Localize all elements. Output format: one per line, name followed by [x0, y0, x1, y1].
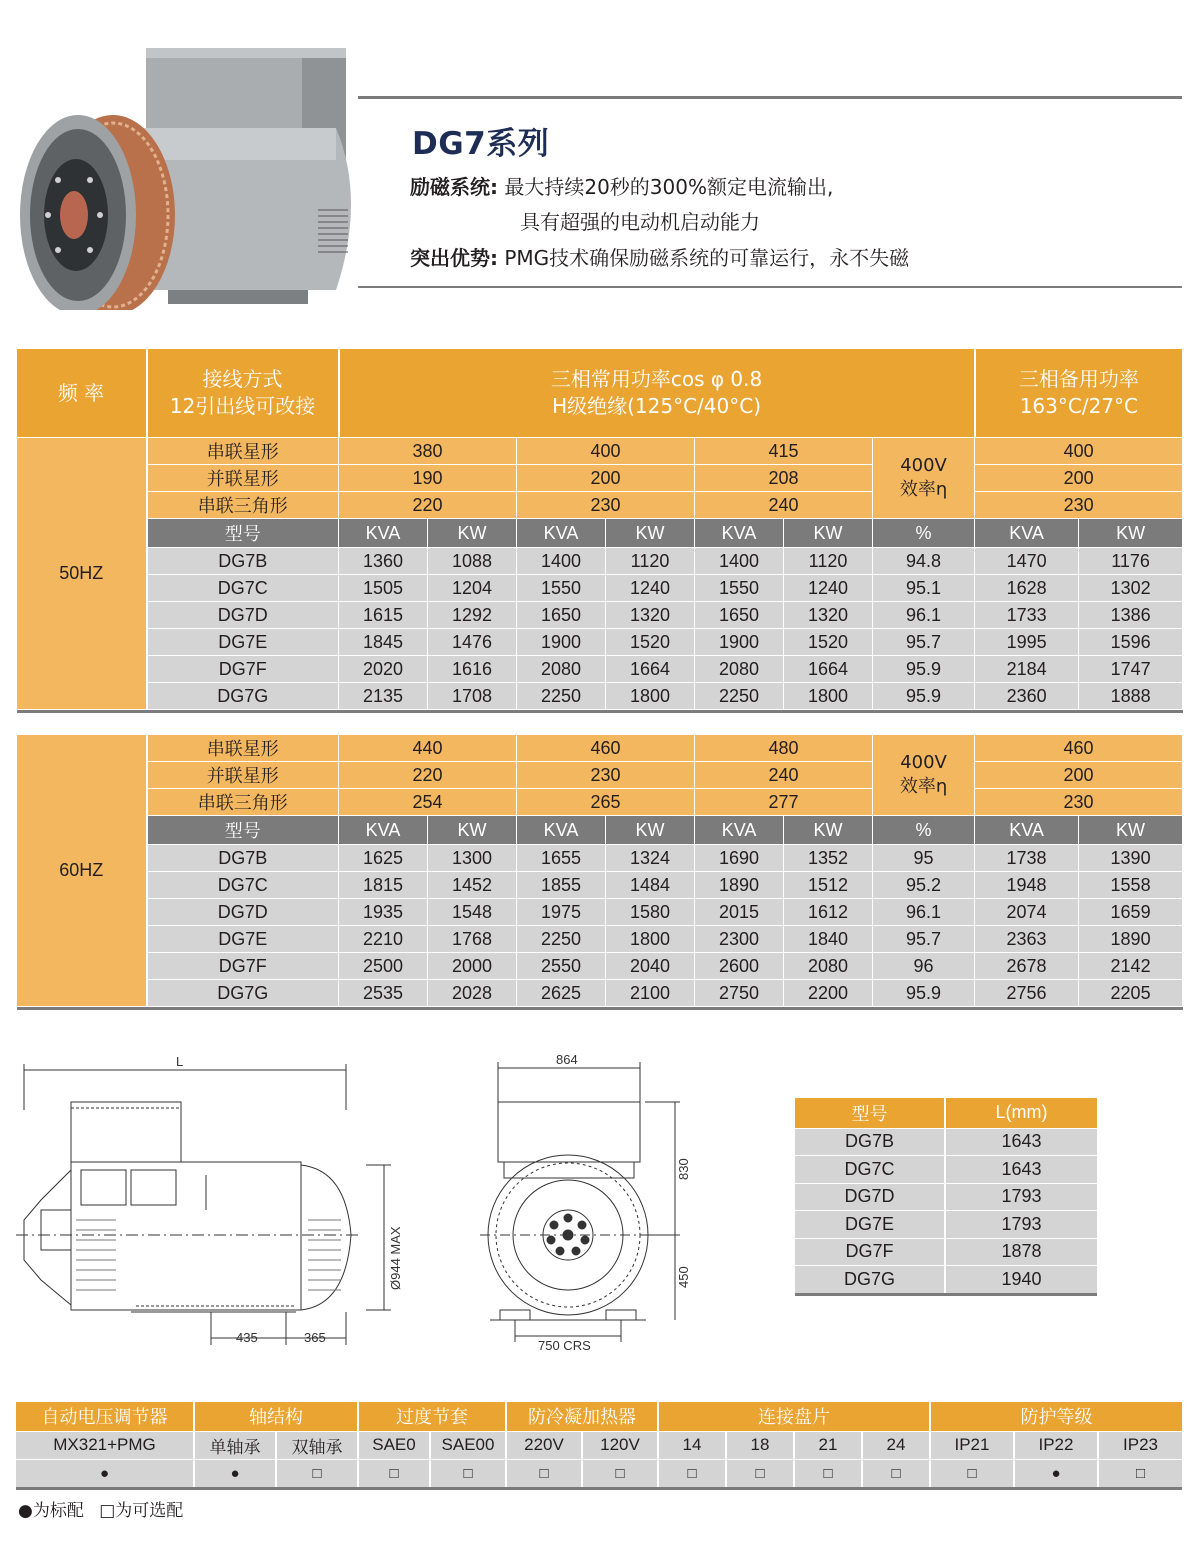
- sub-header-cell: KW: [428, 816, 517, 845]
- voltage-value: 380: [339, 438, 517, 465]
- sub-header-cell: KVA: [975, 519, 1079, 548]
- value-cell: 95.2: [873, 872, 975, 899]
- value-cell: 1352: [784, 845, 873, 872]
- value-cell: 2184: [975, 656, 1079, 683]
- value-cell: 1360: [339, 548, 428, 575]
- group-coupling: 连接盘片: [658, 1402, 930, 1431]
- standby-voltage: 400: [975, 438, 1183, 465]
- value-cell: 1995: [975, 629, 1079, 656]
- voltage-row: [17, 492, 1183, 519]
- value-cell: 1240: [606, 575, 695, 602]
- dim-435: 435: [236, 1330, 258, 1345]
- value-cell: 1845: [339, 629, 428, 656]
- value-cell: 2756: [975, 980, 1079, 1007]
- voltage-value: 200: [517, 465, 695, 492]
- option-mark: □: [582, 1459, 658, 1487]
- voltage-value: 208: [695, 465, 873, 492]
- excitation-text-2: 具有超强的电动机启动能力: [520, 210, 760, 234]
- model-cell: DG7B: [795, 1128, 945, 1156]
- value-cell: 1120: [784, 548, 873, 575]
- voltage-value: 240: [695, 762, 873, 789]
- value-cell: 1616: [428, 656, 517, 683]
- table-foot-rule: [17, 1007, 1183, 1010]
- value-cell: 1800: [606, 926, 695, 953]
- sub-header-cell: KVA: [695, 519, 784, 548]
- table-row: [17, 575, 1183, 602]
- value-cell: 1386: [1079, 602, 1183, 629]
- sub-header-cell: KVA: [517, 816, 606, 845]
- value-cell: 1935: [339, 899, 428, 926]
- model-cell: DG7F: [795, 1238, 945, 1266]
- standby-voltage: 200: [975, 465, 1183, 492]
- value-cell: 95.9: [873, 683, 975, 710]
- front-view-drawing: [480, 1050, 700, 1360]
- value-cell: 1747: [1079, 656, 1183, 683]
- voltage-value: 440: [339, 735, 517, 762]
- value-cell: 2020: [339, 656, 428, 683]
- value-cell: 2135: [339, 683, 428, 710]
- freq-cell: 60HZ: [17, 735, 147, 1007]
- value-cell: 1664: [784, 656, 873, 683]
- value-cell: 1948: [975, 872, 1079, 899]
- dim-864: 864: [556, 1052, 578, 1067]
- value-cell: 2625: [517, 980, 606, 1007]
- dim-450: 450: [676, 1266, 691, 1288]
- model-cell: DG7C: [147, 575, 339, 602]
- sub-header-cell: KVA: [339, 519, 428, 548]
- value-cell: 1550: [695, 575, 784, 602]
- voltage-value: 230: [517, 762, 695, 789]
- sub-header-cell: KW: [1079, 519, 1183, 548]
- value-cell: 1292: [428, 602, 517, 629]
- table-row: [17, 548, 1183, 575]
- value-cell: 1320: [784, 602, 873, 629]
- sub-header-cell: KW: [428, 519, 517, 548]
- value-cell: 1655: [517, 845, 606, 872]
- value-cell: 96.1: [873, 602, 975, 629]
- sub-header-cell: KW: [1079, 816, 1183, 845]
- legend-optional: □为可选配: [99, 1501, 184, 1521]
- value-cell: 96: [873, 953, 975, 980]
- voltage-row: [17, 762, 1183, 789]
- value-cell: 2080: [695, 656, 784, 683]
- advantage-text: PMG技术确保励磁系统的可靠运行，永不失磁: [504, 246, 910, 270]
- excitation-label: 励磁系统:: [410, 175, 498, 199]
- length-cell: 1793: [945, 1183, 1097, 1211]
- value-cell: 1890: [1079, 926, 1183, 953]
- model-cell: DG7C: [795, 1156, 945, 1184]
- value-cell: 1596: [1079, 629, 1183, 656]
- dim-dia: Ø944 MAX: [388, 1226, 403, 1290]
- value-cell: 2074: [975, 899, 1079, 926]
- option-mark: □: [358, 1459, 430, 1487]
- wiring-header: 接线方式 12引出线可改接: [147, 349, 339, 438]
- voltage-name: 并联星形: [147, 465, 339, 492]
- header-rule-bottom: [358, 286, 1182, 288]
- alternator-image: [18, 40, 368, 310]
- table-row: [795, 1211, 1097, 1239]
- length-table: [795, 1098, 1097, 1296]
- series-title: DG7系列: [412, 126, 550, 162]
- value-cell: 96.1: [873, 899, 975, 926]
- option-item: MX321+PMG: [16, 1431, 194, 1459]
- value-cell: 1470: [975, 548, 1079, 575]
- option-item: 14: [658, 1431, 726, 1459]
- model-cell: DG7F: [147, 656, 339, 683]
- voltage-name: 并联星形: [147, 762, 339, 789]
- voltage-value: 220: [339, 492, 517, 519]
- value-cell: 1520: [606, 629, 695, 656]
- standby-voltage: 230: [975, 492, 1183, 519]
- group-shaft: 轴结构: [194, 1402, 358, 1431]
- value-cell: 2100: [606, 980, 695, 1007]
- option-item: 18: [726, 1431, 794, 1459]
- voltage-value: 240: [695, 492, 873, 519]
- value-cell: 1204: [428, 575, 517, 602]
- voltage-value: 254: [339, 789, 517, 816]
- dim-830: 830: [676, 1158, 691, 1180]
- value-cell: 1558: [1079, 872, 1183, 899]
- table-row: [17, 953, 1183, 980]
- value-cell: 1302: [1079, 575, 1183, 602]
- table-foot-rule: [17, 710, 1183, 713]
- value-cell: 1625: [339, 845, 428, 872]
- table-foot-rule: [795, 1293, 1097, 1296]
- value-cell: 2250: [695, 683, 784, 710]
- option-item: SAE0: [358, 1431, 430, 1459]
- options-mark-row: [16, 1459, 1182, 1487]
- table-row: [17, 980, 1183, 1007]
- model-cell: DG7G: [147, 683, 339, 710]
- option-mark: □: [726, 1459, 794, 1487]
- model-cell: DG7B: [147, 845, 339, 872]
- option-mark: □: [1098, 1459, 1182, 1487]
- model-cell: DG7E: [795, 1211, 945, 1239]
- model-cell: DG7D: [795, 1183, 945, 1211]
- value-cell: 1708: [428, 683, 517, 710]
- group-heater: 防冷凝加热器: [506, 1402, 658, 1431]
- value-cell: 1505: [339, 575, 428, 602]
- advantage-line: [410, 241, 909, 275]
- group-adapter: 过度节套: [358, 1402, 506, 1431]
- length-cell: 1643: [945, 1128, 1097, 1156]
- value-cell: 2000: [428, 953, 517, 980]
- value-cell: 1800: [784, 683, 873, 710]
- voltage-value: 415: [695, 438, 873, 465]
- option-mark: □: [930, 1459, 1014, 1487]
- value-cell: 2200: [784, 980, 873, 1007]
- sub-header-cell: KW: [606, 816, 695, 845]
- voltage-name: 串联星形: [147, 438, 339, 465]
- sub-header-cell: 型号: [147, 816, 339, 845]
- model-cell: DG7F: [147, 953, 339, 980]
- value-cell: 1768: [428, 926, 517, 953]
- value-cell: 1320: [606, 602, 695, 629]
- sub-header-cell: %: [873, 816, 975, 845]
- voltage-value: 230: [517, 492, 695, 519]
- standby-voltage: 200: [975, 762, 1183, 789]
- option-item: 24: [862, 1431, 930, 1459]
- option-mark: □: [506, 1459, 582, 1487]
- value-cell: 1476: [428, 629, 517, 656]
- sub-header-cell: %: [873, 519, 975, 548]
- efficiency-label: 400V 效率η: [873, 735, 975, 816]
- voltage-row: [17, 438, 1183, 465]
- efficiency-label: 400V 效率η: [873, 438, 975, 519]
- voltage-value: 190: [339, 465, 517, 492]
- value-cell: 2205: [1079, 980, 1183, 1007]
- length-cell: 1940: [945, 1266, 1097, 1294]
- option-mark: ●: [194, 1459, 276, 1487]
- voltage-value: 480: [695, 735, 873, 762]
- model-cell: DG7G: [795, 1266, 945, 1294]
- options-item-row: [16, 1431, 1182, 1459]
- dim-L: L: [176, 1054, 184, 1069]
- value-cell: 2363: [975, 926, 1079, 953]
- value-cell: 1615: [339, 602, 428, 629]
- value-cell: 1390: [1079, 845, 1183, 872]
- table-foot-rule: [16, 1487, 1182, 1490]
- sub-header-cell: KVA: [517, 519, 606, 548]
- prime-power-header: 三相常用功率cos φ 0.8 H级绝缘(125°C/40°C): [339, 349, 975, 438]
- option-mark: ●: [1014, 1459, 1098, 1487]
- standby-voltage: 230: [975, 789, 1183, 816]
- length-header-l: L(mm): [945, 1098, 1097, 1128]
- value-cell: 2550: [517, 953, 606, 980]
- option-item: 21: [794, 1431, 862, 1459]
- value-cell: 2080: [517, 656, 606, 683]
- sub-header-cell: KW: [784, 816, 873, 845]
- legend-standard: ●为标配: [18, 1501, 84, 1521]
- voltage-name: 串联星形: [147, 735, 339, 762]
- value-cell: 1840: [784, 926, 873, 953]
- value-cell: 95.9: [873, 980, 975, 1007]
- value-cell: 1738: [975, 845, 1079, 872]
- voltage-value: 220: [339, 762, 517, 789]
- option-mark: ●: [16, 1459, 194, 1487]
- option-mark: □: [794, 1459, 862, 1487]
- value-cell: 1855: [517, 872, 606, 899]
- value-cell: 1300: [428, 845, 517, 872]
- value-cell: 2300: [695, 926, 784, 953]
- value-cell: 95.1: [873, 575, 975, 602]
- table-row: [17, 656, 1183, 683]
- spec-header-row: [17, 349, 1183, 438]
- value-cell: 2040: [606, 953, 695, 980]
- value-cell: 2250: [517, 926, 606, 953]
- voltage-name: 串联三角形: [147, 492, 339, 519]
- value-cell: 1520: [784, 629, 873, 656]
- freq-cell: 50HZ: [17, 438, 147, 710]
- value-cell: 1888: [1079, 683, 1183, 710]
- value-cell: 2080: [784, 953, 873, 980]
- sub-header-cell: KVA: [339, 816, 428, 845]
- value-cell: 1975: [517, 899, 606, 926]
- value-cell: 1628: [975, 575, 1079, 602]
- value-cell: 95.7: [873, 629, 975, 656]
- value-cell: 2015: [695, 899, 784, 926]
- table-row: [17, 899, 1183, 926]
- value-cell: 1452: [428, 872, 517, 899]
- value-cell: 1659: [1079, 899, 1183, 926]
- value-cell: 1815: [339, 872, 428, 899]
- option-item: 单轴承: [194, 1431, 276, 1459]
- advantage-label: 突出优势:: [410, 246, 498, 270]
- header-rule-top: [358, 96, 1182, 99]
- excitation-text-1: 最大持续20秒的300%额定电流输出,: [504, 175, 834, 199]
- option-item: IP21: [930, 1431, 1014, 1459]
- value-cell: 94.8: [873, 548, 975, 575]
- value-cell: 2600: [695, 953, 784, 980]
- voltage-value: 460: [517, 735, 695, 762]
- voltage-row: [17, 735, 1183, 762]
- voltage-row: [17, 789, 1183, 816]
- voltage-name: 串联三角形: [147, 789, 339, 816]
- value-cell: 2360: [975, 683, 1079, 710]
- value-cell: 2678: [975, 953, 1079, 980]
- value-cell: 1324: [606, 845, 695, 872]
- sub-header-cell: 型号: [147, 519, 339, 548]
- side-view-drawing: [16, 1050, 436, 1350]
- voltage-value: 265: [517, 789, 695, 816]
- value-cell: 1400: [695, 548, 784, 575]
- sub-header-cell: KW: [784, 519, 873, 548]
- option-item: 220V: [506, 1431, 582, 1459]
- value-cell: 2142: [1079, 953, 1183, 980]
- model-cell: DG7D: [147, 602, 339, 629]
- option-item: 120V: [582, 1431, 658, 1459]
- standby-voltage: 460: [975, 735, 1183, 762]
- table-row: [795, 1156, 1097, 1184]
- option-mark: □: [430, 1459, 506, 1487]
- freq-header: 频 率: [17, 349, 147, 438]
- sub-header-cell: KVA: [695, 816, 784, 845]
- value-cell: 1176: [1079, 548, 1183, 575]
- table-row: [795, 1266, 1097, 1294]
- value-cell: 95.7: [873, 926, 975, 953]
- value-cell: 1088: [428, 548, 517, 575]
- value-cell: 1612: [784, 899, 873, 926]
- option-item: SAE00: [430, 1431, 506, 1459]
- table-row: [795, 1238, 1097, 1266]
- value-cell: 1120: [606, 548, 695, 575]
- length-cell: 1793: [945, 1211, 1097, 1239]
- value-cell: 1800: [606, 683, 695, 710]
- voltage-row: [17, 465, 1183, 492]
- value-cell: 95.9: [873, 656, 975, 683]
- value-cell: 1484: [606, 872, 695, 899]
- sub-header-cell: KVA: [975, 816, 1079, 845]
- option-item: 双轴承: [276, 1431, 358, 1459]
- value-cell: 2210: [339, 926, 428, 953]
- value-cell: 1733: [975, 602, 1079, 629]
- table-row: [17, 683, 1183, 710]
- options-group-row: [16, 1402, 1182, 1431]
- model-cell: DG7G: [147, 980, 339, 1007]
- voltage-value: 400: [517, 438, 695, 465]
- value-cell: 1650: [517, 602, 606, 629]
- legend: [18, 1496, 193, 1521]
- dim-365: 365: [304, 1330, 326, 1345]
- value-cell: 1400: [517, 548, 606, 575]
- option-item: IP23: [1098, 1431, 1182, 1459]
- value-cell: 2535: [339, 980, 428, 1007]
- table-row: [795, 1183, 1097, 1211]
- length-cell: 1643: [945, 1156, 1097, 1184]
- value-cell: 2028: [428, 980, 517, 1007]
- model-cell: DG7D: [147, 899, 339, 926]
- value-cell: 1890: [695, 872, 784, 899]
- value-cell: 1690: [695, 845, 784, 872]
- value-cell: 2500: [339, 953, 428, 980]
- table-row: [17, 872, 1183, 899]
- group-protection: 防护等级: [930, 1402, 1182, 1431]
- value-cell: 2250: [517, 683, 606, 710]
- model-cell: DG7E: [147, 629, 339, 656]
- table-row: [17, 926, 1183, 953]
- value-cell: 1664: [606, 656, 695, 683]
- voltage-value: 277: [695, 789, 873, 816]
- model-cell: DG7C: [147, 872, 339, 899]
- group-avr: 自动电压调节器: [16, 1402, 194, 1431]
- value-cell: 1900: [695, 629, 784, 656]
- value-cell: 1650: [695, 602, 784, 629]
- option-mark: □: [862, 1459, 930, 1487]
- model-cell: DG7B: [147, 548, 339, 575]
- table-row: [17, 629, 1183, 656]
- value-cell: 1240: [784, 575, 873, 602]
- options-table: [16, 1402, 1182, 1490]
- length-header-model: 型号: [795, 1098, 945, 1128]
- model-cell: DG7E: [147, 926, 339, 953]
- value-cell: 1550: [517, 575, 606, 602]
- value-cell: 2750: [695, 980, 784, 1007]
- sub-header-row: [17, 816, 1183, 845]
- excitation-line-1: [410, 170, 833, 204]
- table-row: [17, 845, 1183, 872]
- option-item: IP22: [1014, 1431, 1098, 1459]
- length-cell: 1878: [945, 1238, 1097, 1266]
- value-cell: 1900: [517, 629, 606, 656]
- option-mark: □: [276, 1459, 358, 1487]
- value-cell: 1580: [606, 899, 695, 926]
- table-row: [795, 1128, 1097, 1156]
- option-mark: □: [658, 1459, 726, 1487]
- table-row: [17, 602, 1183, 629]
- standby-power-header: 三相备用功率 163°C/27°C: [975, 349, 1183, 438]
- spec-table-60hz: [16, 734, 1183, 1010]
- sub-header-row: [17, 519, 1183, 548]
- value-cell: 95: [873, 845, 975, 872]
- value-cell: 1548: [428, 899, 517, 926]
- spec-table-50hz: [16, 348, 1183, 713]
- sub-header-cell: KW: [606, 519, 695, 548]
- dim-750: 750 CRS: [538, 1338, 591, 1353]
- value-cell: 1512: [784, 872, 873, 899]
